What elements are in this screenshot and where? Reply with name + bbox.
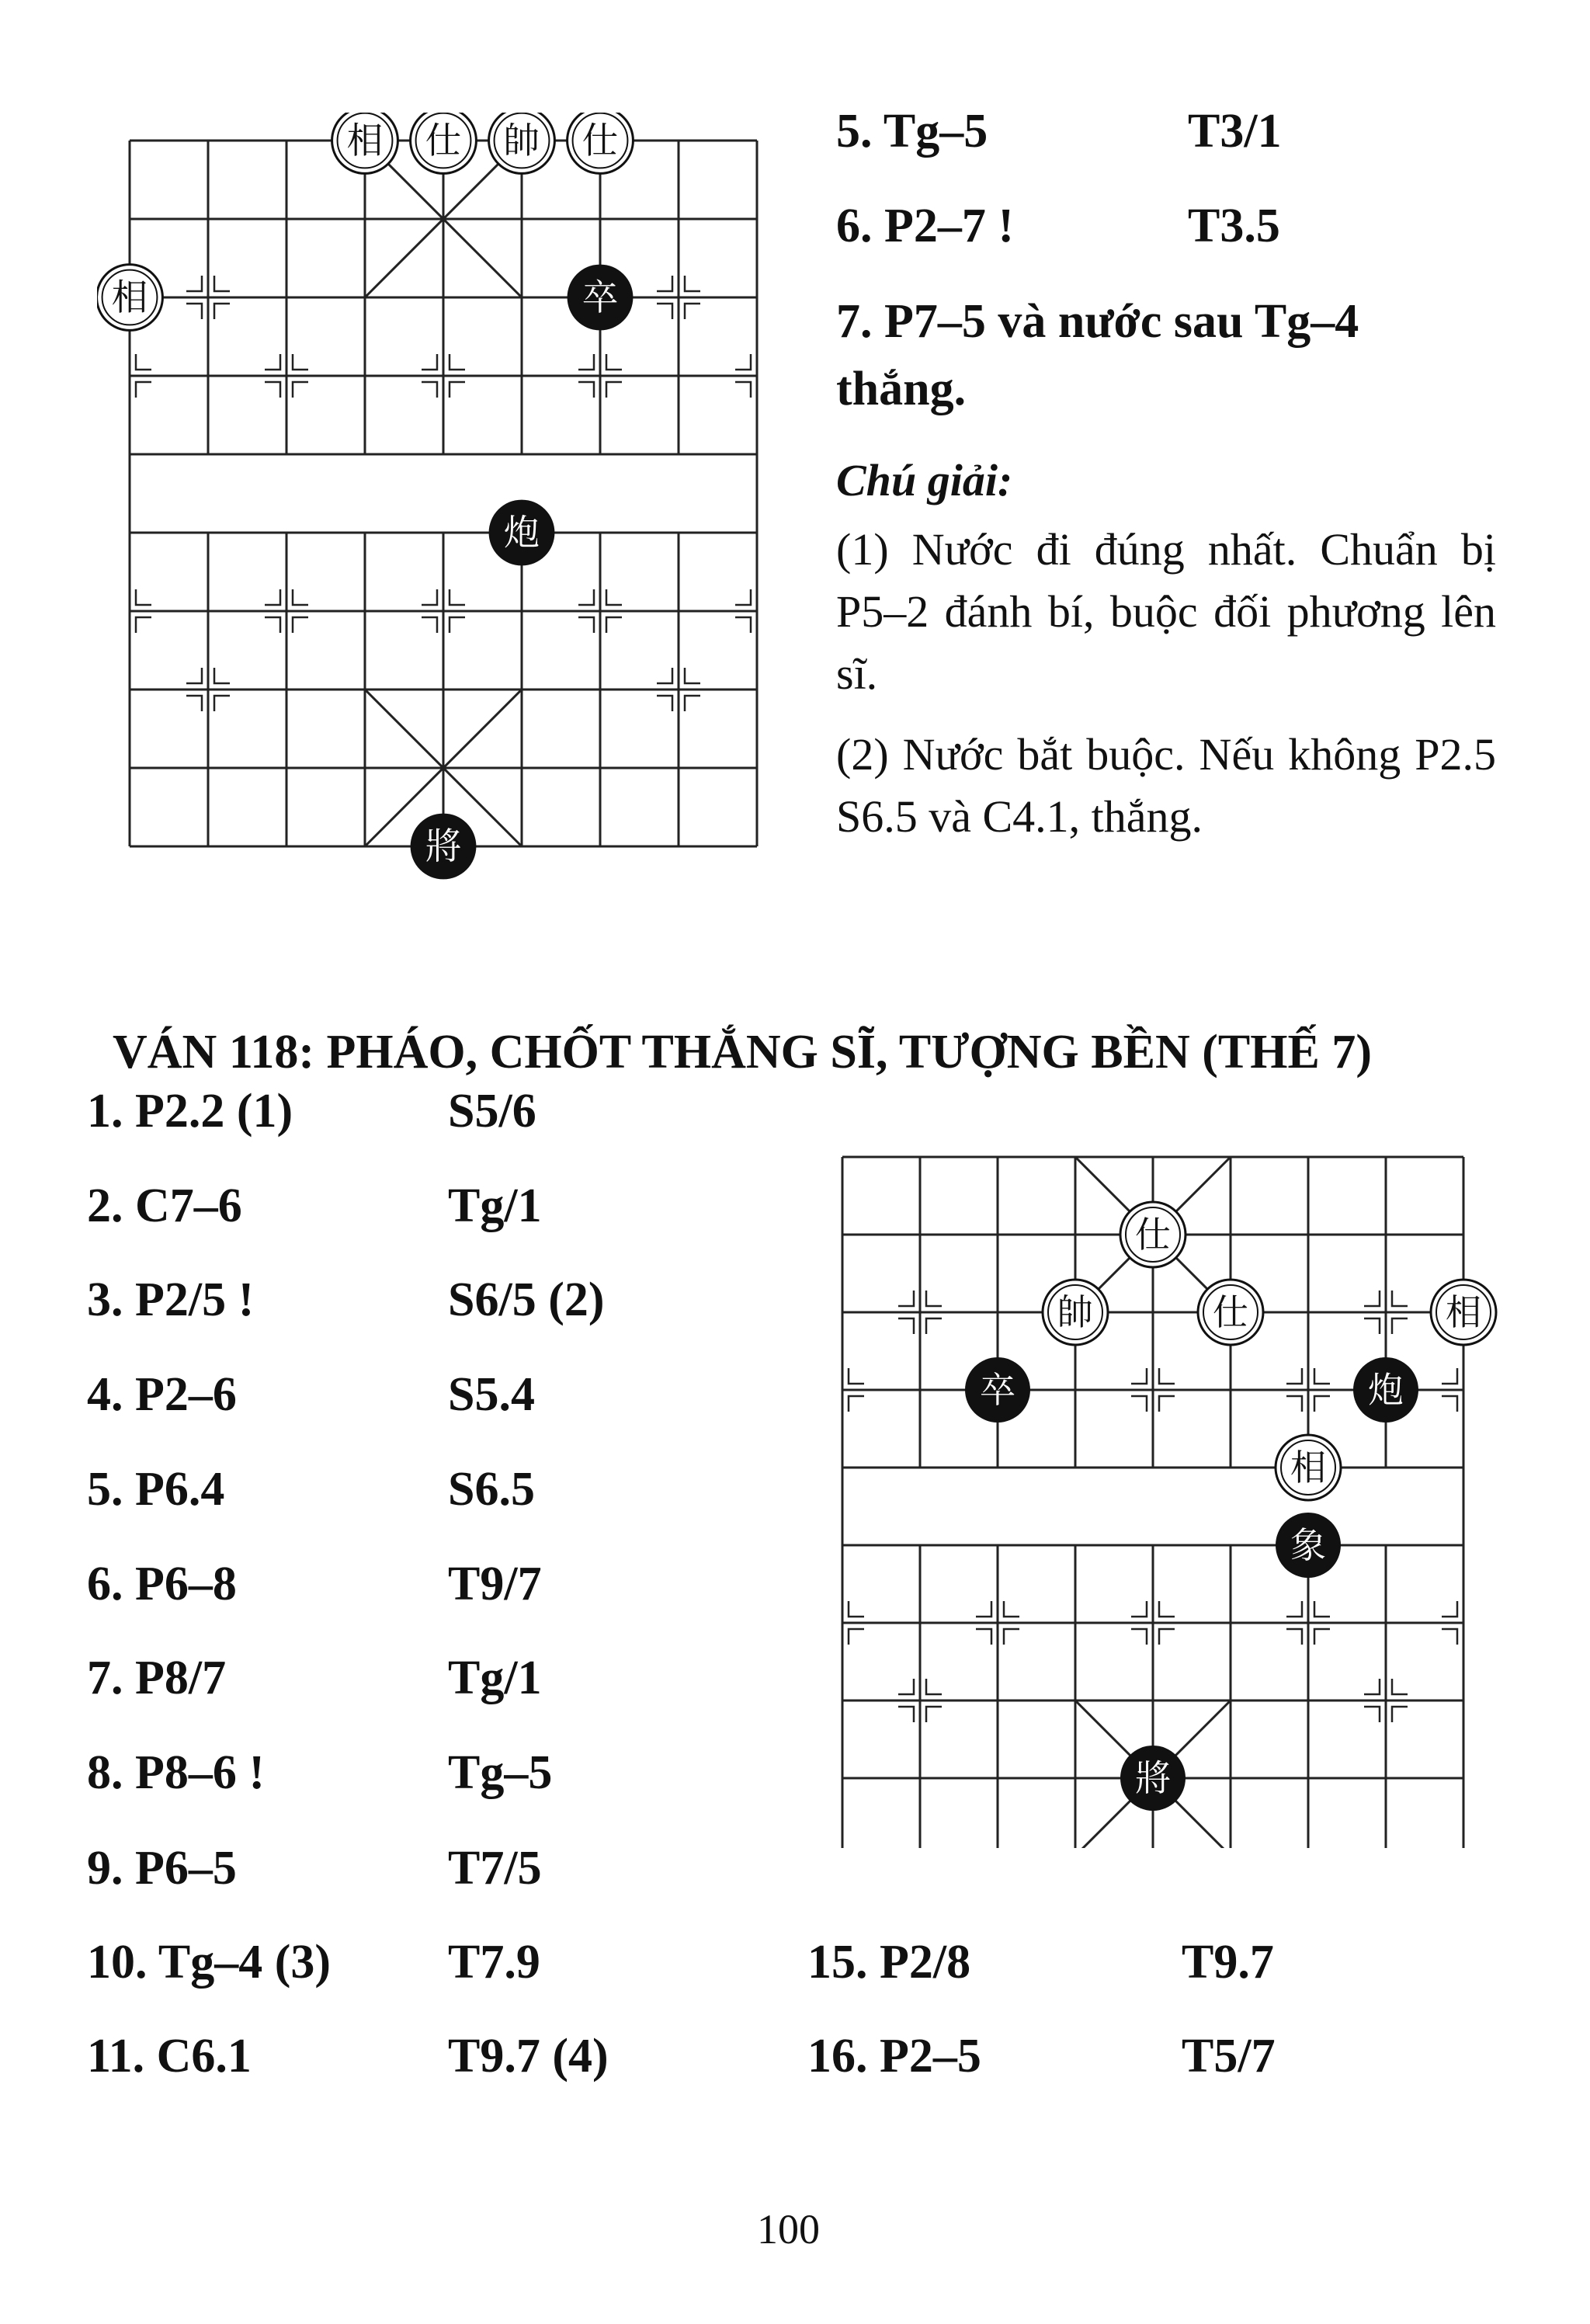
move-white: 11. C6.1 <box>87 2030 252 2083</box>
move-black: Tg/1 <box>448 1652 542 1704</box>
piece-red <box>1120 1202 1186 1267</box>
piece-char: 卒 <box>581 277 619 320</box>
xiangqi-board-bottom <box>819 1126 1502 1848</box>
piece-red <box>411 113 477 173</box>
xiangqi-board-top <box>97 113 765 881</box>
move-black: Tg/1 <box>448 1179 542 1232</box>
piece-red <box>1043 1280 1108 1345</box>
piece-black <box>965 1357 1030 1423</box>
move-black: S5/6 <box>448 1085 536 1138</box>
move-row <box>836 202 1014 250</box>
move-black: T3/1 <box>1188 105 1282 158</box>
section-heading: VÁN 118: PHÁO, CHỐT THẮNG SĨ, TƯỢNG BỀN (THẾ 7) <box>113 1026 1372 1079</box>
move-white: 16. P2–5 <box>807 2030 981 2083</box>
piece-char: 象 <box>1290 1523 1327 1566</box>
move-white: 5. <box>836 105 873 158</box>
move-white: 6. <box>836 200 873 252</box>
move-white: 10. Tg–4 (3) <box>87 1936 332 1989</box>
piece-char: 帥 <box>1057 1291 1094 1333</box>
move-seven-line2: thắng. <box>836 363 967 415</box>
move-black: S6/5 (2) <box>448 1273 605 1326</box>
move-black: T7/5 <box>448 1842 542 1895</box>
board-grid <box>130 141 757 846</box>
piece-red <box>97 265 162 331</box>
piece-red <box>568 113 634 173</box>
note-1: (1) Nước đi đúng nhất. Chuẩn bị P5–2 đánh bí, buộc đối phương lên sĩ. <box>836 524 1496 699</box>
move-white: Tg–5 <box>883 105 988 158</box>
piece-black <box>568 265 634 331</box>
piece-black <box>411 814 477 880</box>
move-black: S6.5 <box>448 1463 535 1516</box>
move-white: 1. P2.2 (1) <box>87 1085 293 1138</box>
move-white: 8. P8–6 ! <box>87 1746 266 1799</box>
move-black: T9.7 <box>1182 1936 1274 1989</box>
piece-black <box>1276 1513 1341 1578</box>
piece-char: 相 <box>1445 1291 1482 1333</box>
piece-red <box>489 113 555 173</box>
piece-red <box>1198 1280 1263 1345</box>
piece-char: 仕 <box>425 120 462 163</box>
page-number: 100 <box>757 2206 820 2253</box>
move-white: P2–7 ! <box>884 200 1015 252</box>
piece-red <box>1276 1435 1341 1500</box>
move-white: 2. C7–6 <box>87 1179 242 1232</box>
move-black: T9/7 <box>448 1558 542 1610</box>
notes-title: Chú giải: <box>836 455 1013 505</box>
move-white: 5. P6.4 <box>87 1463 225 1516</box>
move-row <box>836 105 988 158</box>
piece-char: 相 <box>1290 1446 1327 1489</box>
piece-char: 仕 <box>581 120 619 163</box>
move-white: 7. P8/7 <box>87 1652 227 1704</box>
board-diagram <box>819 1126 1502 1848</box>
move-black: S5.4 <box>448 1368 535 1421</box>
move-black: T9.7 (4) <box>448 2030 609 2083</box>
move-white: 15. P2/8 <box>807 1936 971 1989</box>
piece-black <box>489 500 555 566</box>
note-2: (2) Nước bắt buộc. Nếu không P2.5 S6.5 và C4.1, thắng. <box>836 729 1496 842</box>
piece-red <box>1431 1280 1496 1345</box>
move-white: 9. P6–5 <box>87 1842 237 1895</box>
piece-char: 炮 <box>503 512 540 555</box>
move-white: 3. P2/5 ! <box>87 1273 255 1326</box>
piece-char: 仕 <box>1134 1213 1172 1256</box>
piece-black <box>1120 1746 1186 1811</box>
move-white: 4. P2–6 <box>87 1368 237 1421</box>
move-black: Tg–5 <box>448 1746 553 1799</box>
move-black: T5/7 <box>1182 2030 1276 2083</box>
move-black: T3.5 <box>1188 200 1280 252</box>
move-black: T7.9 <box>448 1936 540 1989</box>
board-diagram <box>97 113 765 881</box>
piece-char: 將 <box>425 826 462 869</box>
piece-char: 帥 <box>503 120 540 163</box>
piece-char: 炮 <box>1367 1368 1404 1411</box>
move-white: 6. P6–8 <box>87 1558 237 1610</box>
piece-char: 相 <box>111 277 148 320</box>
move-seven-line1: 7. P7–5 và nước sau Tg–4 <box>836 295 1359 348</box>
piece-black <box>1353 1357 1418 1423</box>
piece-char: 將 <box>1134 1756 1172 1799</box>
piece-red <box>332 113 398 173</box>
piece-char: 仕 <box>1212 1291 1249 1333</box>
piece-char: 相 <box>346 120 384 163</box>
piece-char: 卒 <box>979 1368 1016 1411</box>
